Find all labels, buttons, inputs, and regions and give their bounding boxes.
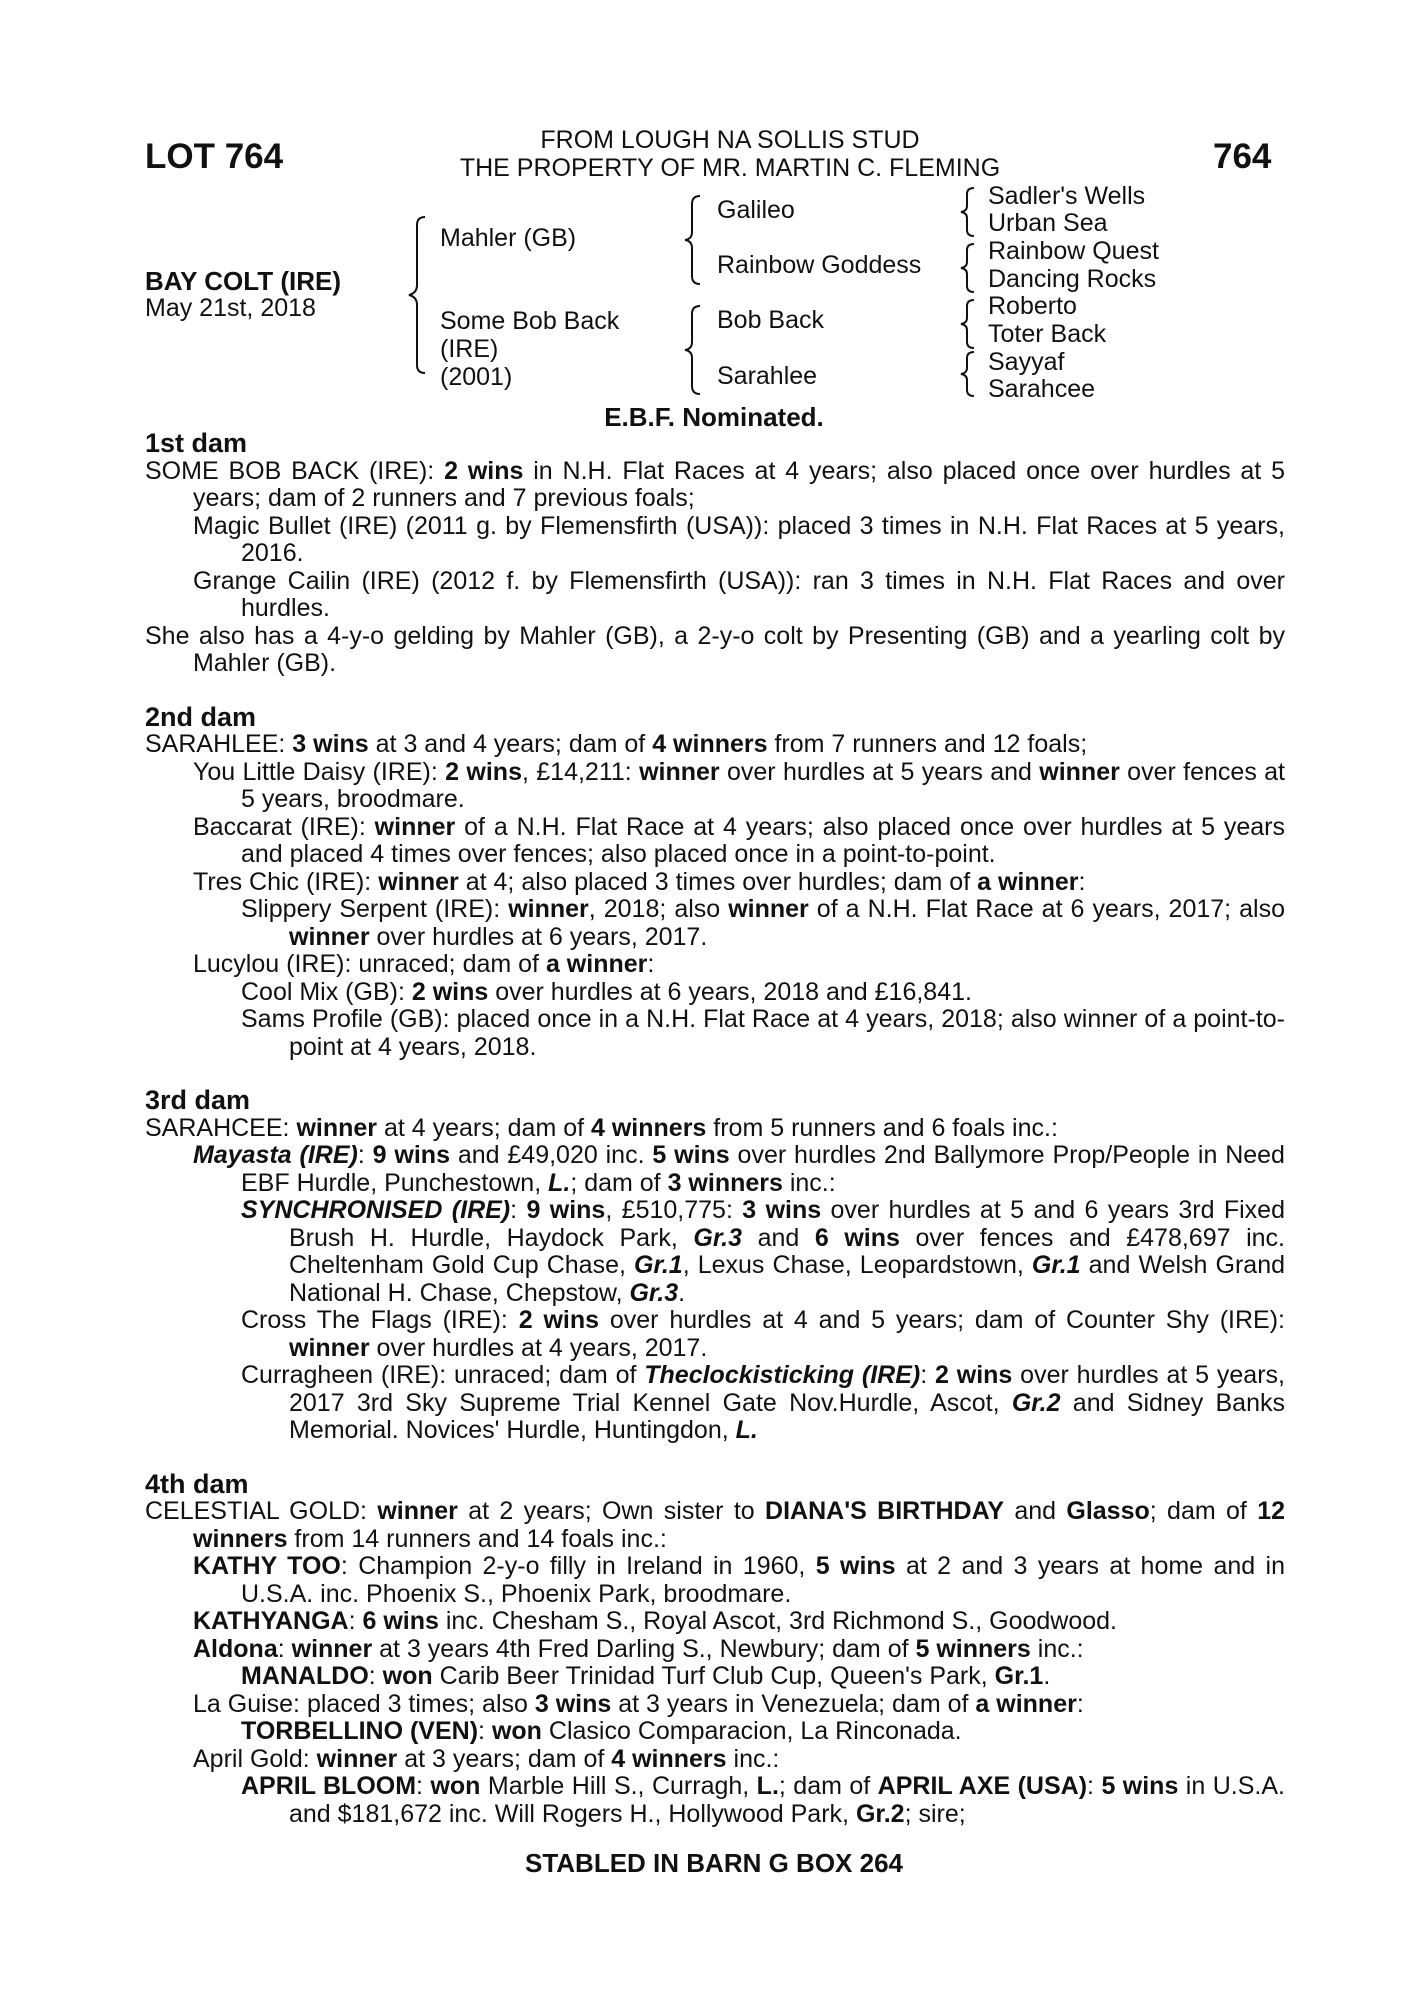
text-run: and [1004,1497,1067,1525]
pedigree-entry [145,1362,1285,1445]
pedigree-entry [145,951,1285,979]
pedigree-entry [145,759,1285,814]
text-run: MANALDO [241,1662,369,1690]
pedigree-entry [145,1498,1285,1553]
text-run: over hurdles at 4 years, 2017. [369,1333,708,1362]
text-run: 3rd dam [145,1085,251,1115]
text-run: ; dam of [778,1772,878,1800]
pedigree-entry [145,896,1285,951]
text-run: : Champion 2-y-o filly in Ireland in 1960, [340,1552,816,1580]
text-run: 9 wins [526,1196,606,1224]
pedigree-dam-dam: Sarahlee [717,362,818,390]
text-run: 6 wins [814,1223,900,1252]
text-run: and Sidney Banks Memorial. Novices' Hurdle, Huntingdon, [289,1388,1285,1444]
text-run: : [1078,867,1086,896]
text-run: a winner [975,1689,1077,1718]
text-run: over hurdles at 5 years and [719,757,1040,786]
text-run: Gr.1 [994,1662,1044,1690]
pedigree-dam-sire: Bob Back [717,306,825,334]
text-run: KATHY TOO [193,1552,341,1580]
text-run: SOME BOB BACK (IRE): [145,456,445,485]
text-run: 6 wins [362,1607,439,1635]
pedigree-entry [145,623,1285,678]
text-run: APRIL BLOOM [241,1772,417,1800]
text-run: DIANA'S BIRTHDAY [765,1497,1005,1525]
text-run: a winner [977,867,1079,896]
text-run: 12 winners [193,1497,1285,1553]
text-run: 4 winners [611,1744,727,1773]
pedigree-entry [145,1773,1285,1828]
text-run: at 3 years in Venezuela; dam of [611,1689,976,1718]
text-run: 2 wins [411,977,489,1006]
text-run: and [742,1223,815,1252]
text-run: Marble Hill S., Curragh, [480,1772,757,1800]
text-run: winner [296,1113,378,1142]
text-run: over hurdles at 5 and 6 years 3rd Fixed Brush H. Hurdle, Haydock Park, [289,1196,1285,1252]
text-run: from 7 runners and 12 foals; [767,730,1088,758]
text-run: April Gold: [193,1744,317,1773]
text-run: over fences at 5 years, broodmare. [241,757,1286,813]
text-run: Tres Chic (IRE): [193,867,379,896]
text-run: Gr.2 [855,1799,905,1828]
text-run: 1st dam [145,428,248,458]
text-run: 3 winners [667,1168,783,1197]
text-run: La Guise: placed 3 times; also [193,1689,535,1718]
text-run: over fences and £478,697 inc. Cheltenham Gold Cup Chase, [289,1223,1285,1279]
text-run: Baccarat (IRE): [193,812,375,841]
text-run: Theclockisticking (IRE) [644,1361,921,1389]
text-run: a winner [545,950,648,978]
text-run: winner [728,895,809,923]
text-run: Magic Bullet (IRE) (2011 g. by Flemensfirth (USA)): placed 3 times in N.H. Flat Races at 5 years, 2016. [193,511,1285,567]
pedigree-g6: Toter Back [988,320,1107,348]
pedigree-entry [145,979,1285,1007]
text-run: over hurdles at 6 years, 2017. [369,922,708,951]
text-run: at 3 and 4 years; dam of [368,730,653,758]
text-run: at 2 and 3 years at home and in U.S.A. inc. Phoenix S., Phoenix Park, broodmare. [241,1552,1285,1608]
text-run: Gr.3 [693,1223,743,1252]
pedigree-entry [145,1115,1285,1143]
pedigree-brace-grandsires [958,184,980,400]
text-run: 2 wins [444,456,524,485]
text-run: : [277,1634,292,1663]
lot-number: 764 [1213,137,1272,176]
text-run: APRIL AXE (USA) [877,1772,1088,1800]
text-run: 4 winners [591,1113,707,1142]
text-run: Grange Cailin (IRE) (2012 f. by Flemensfirth (USA)): ran 3 times in N.H. Flat Races and over hurdles. [193,566,1285,622]
pedigree-entry [145,1636,1285,1664]
text-run: at 3 years 4th Fred Darling S., Newbury; dam of [372,1634,916,1663]
text-run: : [647,950,655,978]
pedigree-g2: Urban Sea [988,209,1108,237]
text-run: Lucylou (IRE): unraced; dam of [193,950,546,978]
text-run: winner [289,1333,370,1362]
text-run: 9 wins [372,1141,450,1169]
pedigree-entry [145,1608,1285,1636]
text-run: inc.: [782,1168,836,1197]
text-run: 4th dam [145,1468,249,1499]
text-run: winner [289,922,370,951]
ebf-nomination: E.B.F. Nominated. [604,402,824,432]
text-run: Clasico Comparacion, La Rinconada. [541,1717,962,1745]
text-run: Aldona [193,1634,278,1663]
text-run: 5 winners [915,1634,1031,1663]
pedigree-entry [145,1197,1285,1307]
text-run: winner [378,867,459,896]
text-run: , 2018; also [588,895,729,923]
text-run: Gr.2 [1011,1388,1061,1417]
text-run: She also has a 4-y-o gelding by Mahler (GB), a 2-y-o colt by Presenting (GB) and a yearling colt by Mahler (GB). [145,621,1285,677]
text-run: at 4; also placed 3 times over hurdles; dam of [458,867,978,896]
text-run: and £49,020 inc. [449,1141,653,1169]
text-run: 5 wins [652,1141,730,1169]
text-run: Gr.1 [634,1251,683,1279]
section-heading [145,701,1285,732]
text-run: SARAHCEE: [145,1113,297,1142]
pedigree-entry [145,1553,1285,1608]
text-run: winner [374,812,456,841]
text-run: won [430,1772,481,1800]
text-run: Glasso [1066,1497,1150,1525]
text-run: L. [756,1772,779,1800]
pedigree-entry [145,731,1285,759]
pedigree-entry [145,513,1285,568]
text-run: : [357,1141,373,1169]
text-run: winner [316,1744,398,1773]
text-run: L. [735,1416,758,1444]
text-run: and Welsh Grand National H. Chase, Chepstow, [289,1251,1286,1307]
pedigree-brace-dam [682,304,706,396]
pedigree-entry [145,1746,1285,1774]
text-run: of a N.H. Flat Race at 4 years; also placed once over hurdles at 5 years and placed 4 times over fences; also placed once in a point-to-point. [241,812,1285,868]
text-run: : [368,1662,383,1690]
text-run: over hurdles at 4 and 5 years; dam of Counter Shy (IRE): [599,1306,1286,1334]
text-run: Carib Beer Trinidad Turf Club Cup, Queen's Park, [432,1662,995,1690]
text-run: of a N.H. Flat Race at 6 years, 2017; also [808,895,1285,923]
pedigree-dam-line1: Some Bob Back [440,307,620,335]
section-heading [145,430,1285,458]
pedigree-entry [145,1006,1285,1061]
text-run: . [678,1278,686,1307]
text-run: ; sire; [904,1799,966,1828]
pedigree-entry [145,1142,1285,1197]
text-run: : [1087,1772,1102,1800]
text-run: : [478,1717,492,1745]
text-run: inc.: [1030,1634,1084,1663]
text-run: 5 wins [1101,1772,1179,1800]
text-run: Gr.3 [629,1278,679,1307]
text-run: 2 wins [935,1361,1013,1389]
text-run: : [510,1196,527,1224]
text-run: Gr.1 [1031,1251,1081,1279]
stabling-footer: STABLED IN BARN G BOX 264 [524,1848,903,1878]
text-run: from 14 runners and 14 foals inc.: [287,1524,667,1553]
horse-description: BAY COLT (IRE) [145,266,341,296]
text-run: : [920,1361,936,1389]
text-run: 5 wins [815,1552,896,1580]
text-run: Cross The Flags (IRE): [241,1306,519,1334]
pedigree-entry [145,1307,1285,1362]
text-run: SARAHLEE: [145,730,293,758]
text-run: winner [639,757,720,786]
text-run: L. [548,1168,571,1197]
text-run: 2nd dam [145,701,257,732]
section-heading [145,1087,1285,1115]
pedigree-sire-dam: Rainbow Goddess [717,251,922,279]
pedigree-g8: Sarahcee [988,375,1096,403]
text-run: in U.S.A. and $181,672 inc. Will Rogers H., Hollywood Park, [289,1772,1285,1828]
text-run: over hurdles at 6 years, 2018 and £16,841. [488,977,972,1006]
text-run: at 3 years; dam of [397,1744,612,1773]
pedigree-g4: Dancing Rocks [988,265,1157,293]
text-run: You Little Daisy (IRE): [193,757,446,786]
text-run: from 5 runners and 6 foals inc.: [706,1113,1058,1142]
text-run: Curragheen (IRE): unraced; dam of [241,1361,645,1389]
text-run: 4 winners [652,730,768,758]
text-run: winner [291,1634,373,1663]
text-run: SYNCHRONISED (IRE) [241,1196,511,1224]
catalogue-body [145,430,1285,1828]
section-heading [145,1468,1285,1499]
pedigree-g5: Roberto [988,292,1077,320]
text-run: ; dam of [1149,1497,1258,1525]
pedigree-sire-sire: Galileo [717,196,795,224]
pedigree-entry [145,458,1285,513]
text-run: , £14,211: [521,757,640,786]
text-run: , £510,775: [605,1196,743,1224]
text-run: Cool Mix (GB): [241,977,412,1006]
text-run: inc. Chesham S., Royal Ascot, 3rd Richmond S., Goodwood. [438,1607,1118,1635]
text-run: 2 wins [445,757,522,786]
text-run: 3 wins [534,1689,612,1718]
pedigree-entry [145,1718,1285,1746]
text-run: in N.H. Flat Races at 4 years; also placed once over hurdles at 5 years; dam of 2 runners and 7 previous foals; [193,456,1285,512]
text-run: 2 wins [518,1306,600,1334]
text-run: KATHYANGA [193,1607,349,1635]
text-run: 3 wins [742,1196,822,1224]
text-run: ; dam of [570,1168,668,1197]
pedigree-brace-main [405,215,435,375]
text-run: inc.: [726,1744,780,1773]
text-run: over hurdles at 5 years, 2017 3rd Sky Supreme Trial Kennel Gate Nov.Hurdle, Ascot, [289,1361,1285,1417]
text-run: CELESTIAL GOLD: [145,1497,378,1525]
pedigree-g1: Sadler's Wells [988,182,1146,210]
pedigree-dam-line2: (IRE) [440,335,499,363]
text-run: winner [508,895,589,923]
text-run: at 2 years; Own sister to [457,1497,766,1525]
pedigree-entry [145,1691,1285,1719]
text-run: winner [377,1497,458,1525]
consignor-line-1: FROM LOUGH NA SOLLIS STUD [540,126,920,154]
pedigree-brace-sire [682,194,706,286]
pedigree-entry [145,568,1285,623]
pedigree-dam-line3: (2001) [440,363,513,391]
pedigree-entry [145,814,1285,869]
text-run: won [382,1662,433,1690]
horse-foaled: May 21st, 2018 [145,294,316,322]
text-run: winner [1039,757,1120,786]
pedigree-g3: Rainbow Quest [988,237,1159,265]
text-run: 3 wins [292,730,369,758]
text-run: . [1043,1662,1051,1690]
text-run: , Lexus Chase, Leopardstown, [682,1251,1032,1279]
text-run: Slippery Serpent (IRE): [241,895,509,923]
text-run: over hurdles 2nd Ballymore Prop/People in Need EBF Hurdle, Punchestown, [241,1141,1285,1197]
text-run: won [491,1717,542,1745]
lot-label: LOT 764 [145,137,284,176]
pedigree-sire: Mahler (GB) [440,224,577,252]
pedigree-entry [145,1663,1285,1691]
text-run: Mayasta (IRE) [193,1141,358,1169]
consignor-line-2: THE PROPERTY OF MR. MARTIN C. FLEMING [459,154,1001,182]
text-run: : [1076,1689,1084,1718]
text-run: : [416,1772,431,1800]
pedigree-entry [145,869,1285,897]
text-run: TORBELLINO (VEN) [241,1717,479,1745]
text-run: Sams Profile (GB): placed once in a N.H. Flat Race at 4 years, 2018; also winner of a point-to-point at 4 years, 2018. [241,1005,1285,1061]
text-run: : [348,1607,363,1635]
pedigree-g7: Sayyaf [988,348,1065,376]
text-run: at 4 years; dam of [377,1113,592,1142]
